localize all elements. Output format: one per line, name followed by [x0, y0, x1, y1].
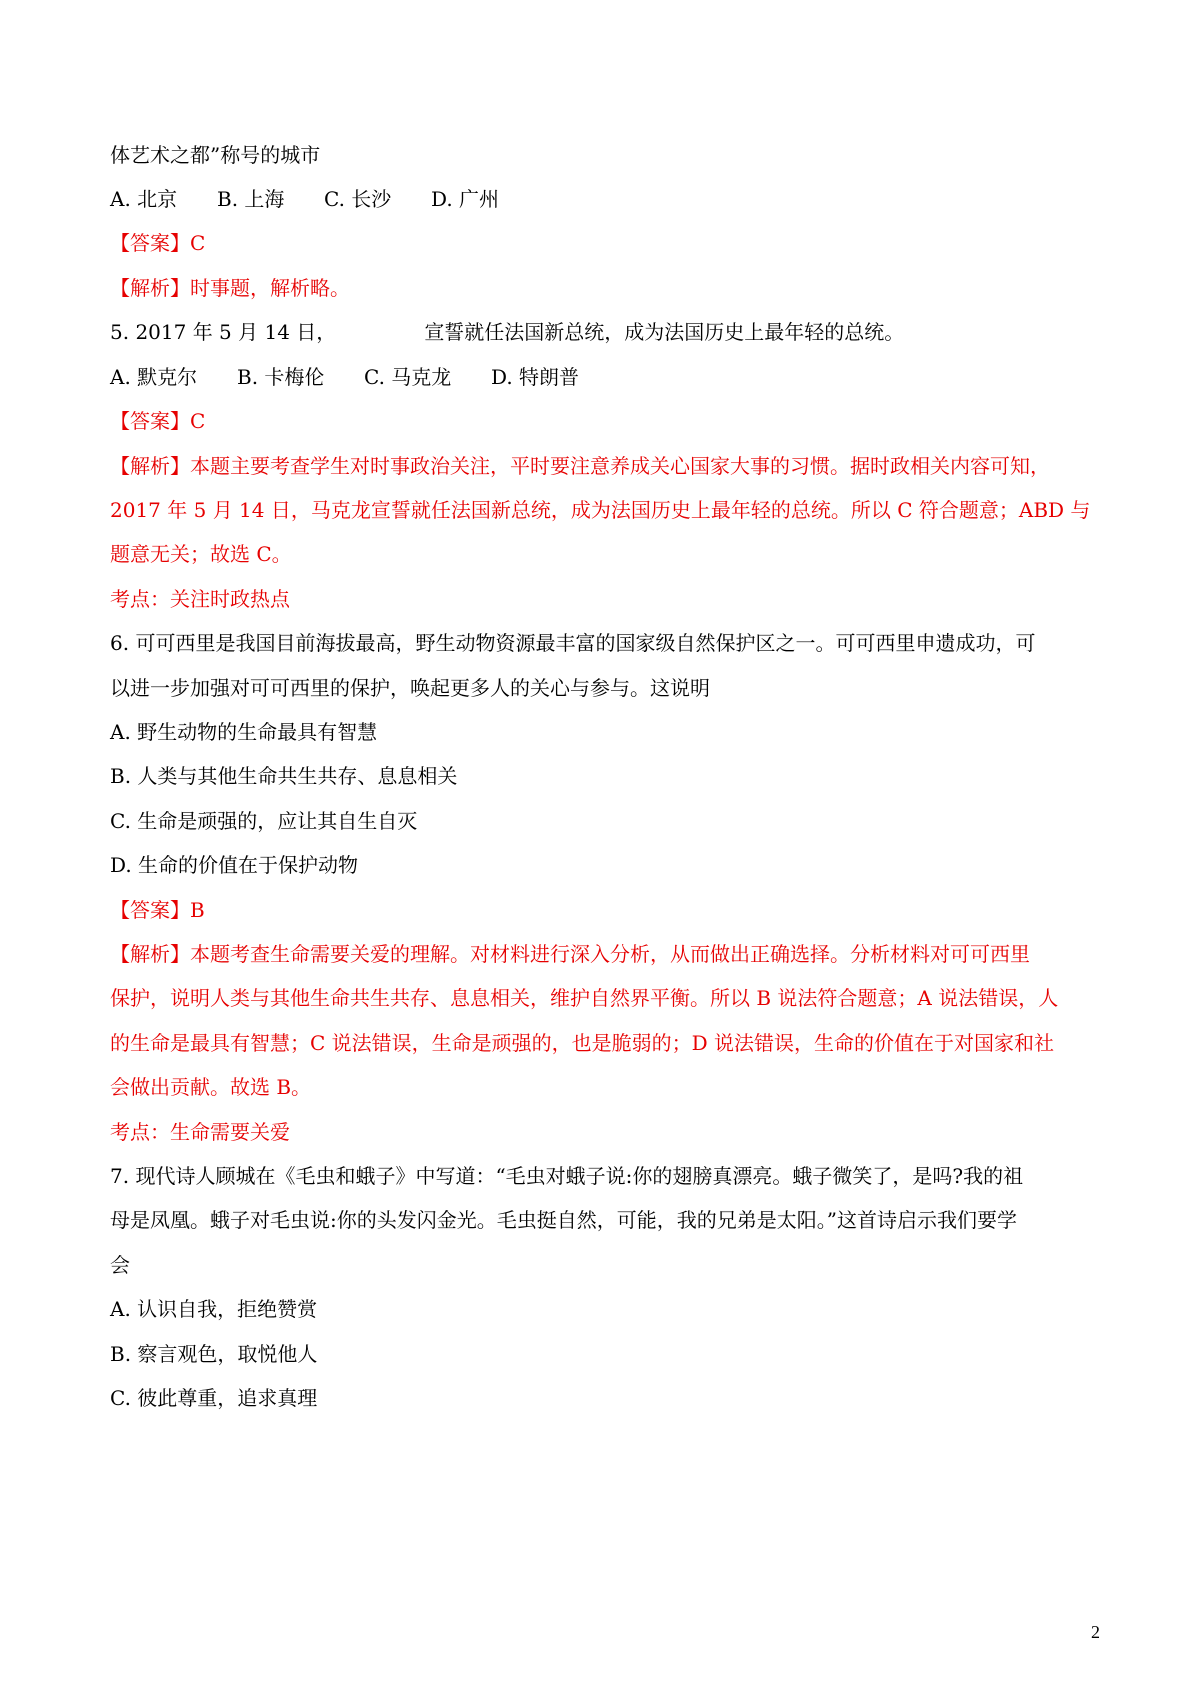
- q7-option-a: A. 认识自我，拒绝赞赏: [110, 1297, 318, 1321]
- q6-analysis-line-3: 的生命是最具有智慧；C 说法错误，生命是顽强的，也是脆弱的；D 说法错误，生命的价值在于对国家和社: [110, 1031, 1055, 1055]
- q6-option-d: D. 生命的价值在于保护动物: [110, 853, 359, 877]
- q4-option-a: A. 北京: [110, 187, 178, 211]
- q5-stem-part-b: 宣誓就任法国新总统，成为法国历史上最年轻的总统。: [424, 320, 905, 344]
- q5-analysis-line-3: 题意无关；故选 C。: [110, 542, 292, 566]
- q6-analysis-line-4: 会做出贡献。故选 B。: [110, 1075, 312, 1099]
- q6-analysis-line-2: 保护，说明人类与其他生命共生共存、息息相关，维护自然界平衡。所以 B 说法符合题意；A 说法错误，人: [110, 986, 1059, 1010]
- q4-option-d: D. 广州: [431, 187, 500, 211]
- q5-option-d: D. 特朗普: [491, 365, 580, 389]
- q4-option-c: C. 长沙: [324, 187, 392, 211]
- q7-stem-line-3: 会: [110, 1253, 130, 1277]
- q6-point: 考点：生命需要关爱: [110, 1120, 290, 1144]
- q4-analysis: 【解析】时事题，解析略。: [110, 276, 350, 300]
- q5-stem-part-a: 5. 2017 年 5 月 14 日，: [110, 320, 337, 344]
- q7-option-b: B. 察言观色，取悦他人: [110, 1342, 318, 1366]
- q5-answer: 【答案】C: [110, 409, 206, 433]
- q6-option-b: B. 人类与其他生命共生共存、息息相关: [110, 764, 458, 788]
- q4-options: [110, 186, 1104, 212]
- q6-option-c: C. 生命是顽强的，应让其自生自灭: [110, 809, 418, 833]
- q6-stem-line-1: 6. 可可西里是我国目前海拔最高，野生动物资源最丰富的国家级自然保护区之一。可可西里申遗成功，可: [110, 631, 1036, 655]
- q5-option-b: B. 卡梅伦: [237, 365, 325, 389]
- q7-stem-line-2: 母是凤凰。蛾子对毛虫说:你的头发闪金光。毛虫挺自然，可能，我的兄弟是太阳。”这首诗启示我们要学: [110, 1208, 1017, 1232]
- page-number: 2: [1091, 1622, 1100, 1642]
- q6-answer: 【答案】B: [110, 898, 205, 922]
- q4-answer: 【答案】C: [110, 231, 206, 255]
- q4-option-b: B. 上海: [217, 187, 285, 211]
- q5-analysis-line-2: 2017 年 5 月 14 日，马克龙宣誓就任法国新总统，成为法国历史上最年轻的总统。所以 C 符合题意；ABD 与: [110, 498, 1091, 522]
- q5-analysis-line-1: 【解析】本题主要考查学生对时事政治关注，平时要注意养成关心国家大事的习惯。据时政相关内容可知，: [110, 454, 1050, 478]
- q7-option-c: C. 彼此尊重，追求真理: [110, 1386, 318, 1410]
- q4-stem-tail: 体艺术之都”称号的城市: [110, 143, 321, 167]
- q5-options: [110, 364, 1104, 390]
- q6-stem-line-2: 以进一步加强对可可西里的保护，唤起更多人的关心与参与。这说明: [110, 676, 710, 700]
- q5-point: 考点：关注时政热点: [110, 587, 290, 611]
- q5-stem: [110, 319, 1104, 345]
- q7-stem-line-1: 7. 现代诗人顾城在《毛虫和蛾子》中写道：“毛虫对蛾子说:你的翅膀真漂亮。蛾子微笑了，是吗?我的祖: [110, 1164, 1024, 1188]
- q5-option-c: C. 马克龙: [364, 365, 452, 389]
- q6-analysis-line-1: 【解析】本题考查生命需要关爱的理解。对材料进行深入分析，从而做出正确选择。分析材料对可可西里: [110, 942, 1030, 966]
- q6-option-a: A. 野生动物的生命最具有智慧: [110, 720, 378, 744]
- q5-option-a: A. 默克尔: [110, 365, 198, 389]
